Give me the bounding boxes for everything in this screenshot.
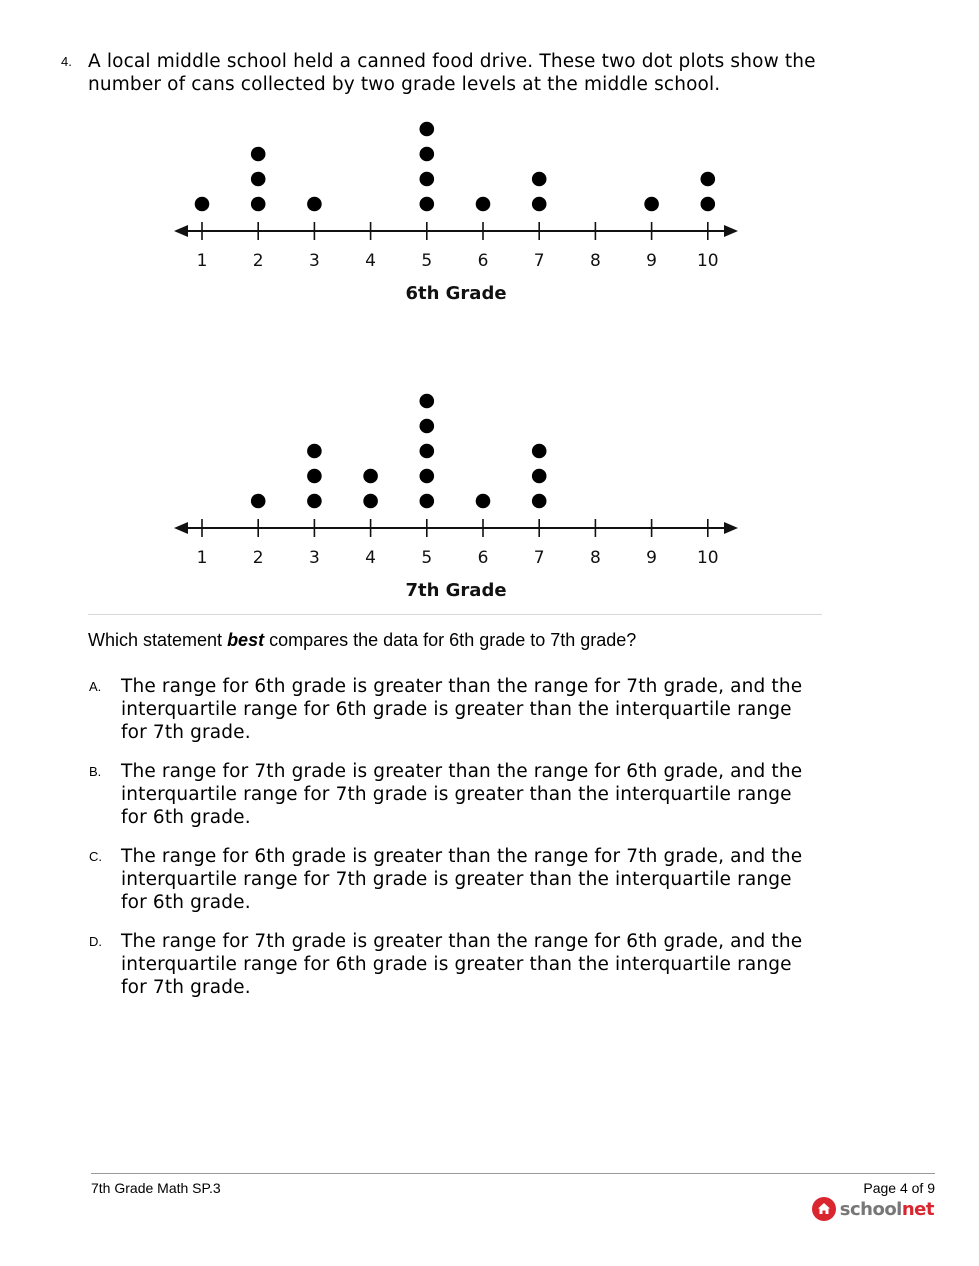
- footer-course-title: 7th Grade Math SP.3: [91, 1180, 221, 1196]
- tick-label: 2: [252, 251, 264, 271]
- tick-label: 3: [308, 548, 320, 568]
- data-dot: [363, 469, 378, 484]
- house-icon: [812, 1197, 836, 1221]
- dot-plot-6th-grade: [160, 108, 760, 408]
- prompt-after: compares the data for 6th grade to 7th grade?: [264, 630, 637, 650]
- dot-plot-7th-svg: [160, 385, 760, 605]
- choice-letter: C.: [89, 849, 102, 864]
- data-dot: [420, 444, 435, 459]
- data-dot: [307, 469, 322, 484]
- data-dot: [251, 494, 266, 509]
- question-number: 4.: [61, 54, 72, 69]
- data-dot: [420, 172, 435, 187]
- data-dot: [420, 394, 435, 409]
- plot-title: 7th Grade: [405, 580, 507, 601]
- section-divider: [88, 614, 822, 615]
- choice-text: The range for 6th grade is greater than the range for 7th grade, and the interquartile range for 7th grade is greater than the interquartile range for 6th grade.: [121, 846, 803, 913]
- data-dot: [532, 494, 547, 509]
- data-dot: [644, 197, 659, 212]
- tick-label: 6: [477, 251, 489, 271]
- data-dot: [420, 494, 435, 509]
- data-dot: [251, 147, 266, 162]
- tick-label: 10: [696, 251, 719, 271]
- choice-letter: A.: [89, 679, 102, 694]
- tick-label: 8: [589, 548, 601, 568]
- data-dot: [195, 197, 210, 212]
- arrow-left-icon: [174, 225, 188, 237]
- data-dot: [251, 197, 266, 212]
- tick-label: 9: [646, 548, 658, 568]
- data-dot: [307, 494, 322, 509]
- tick-label: 9: [646, 251, 658, 271]
- schoolnet-logo: [812, 1196, 934, 1222]
- data-dot: [420, 469, 435, 484]
- data-dot: [420, 147, 435, 162]
- choice-letter: B.: [89, 764, 102, 779]
- data-dot: [701, 172, 716, 187]
- logo-school-text: school: [839, 1198, 902, 1220]
- question-prompt: [88, 630, 636, 651]
- logo-wordmark: [840, 1199, 934, 1220]
- logo-net-text: net: [901, 1198, 934, 1220]
- dot-plot-6th-svg: [160, 108, 760, 308]
- arrow-left-icon: [174, 522, 188, 534]
- tick-label: 4: [365, 251, 377, 271]
- data-dot: [307, 444, 322, 459]
- data-dot: [420, 122, 435, 137]
- data-dot: [532, 172, 547, 187]
- data-dot: [476, 494, 491, 509]
- tick-label: 2: [252, 548, 264, 568]
- question-stem: A local middle school held a canned food drive. These two dot plots show the number of cans collected by two grade levels at the middle school.: [88, 51, 816, 95]
- footer-page-number: Page 4 of 9: [863, 1180, 935, 1196]
- data-dot: [363, 494, 378, 509]
- data-dot: [420, 419, 435, 434]
- tick-label: 6: [477, 548, 489, 568]
- choice-letter: D.: [89, 934, 102, 949]
- footer-divider: [91, 1173, 935, 1174]
- choice-text: The range for 7th grade is greater than the range for 6th grade, and the interquartile range for 7th grade is greater than the interquartile range for 6th grade.: [121, 761, 803, 828]
- prompt-emphasis: best: [227, 630, 265, 650]
- choice-text: The range for 6th grade is greater than the range for 7th grade, and the interquartile range for 6th grade is greater than the interquartile range for 7th grade.: [121, 676, 803, 743]
- data-dot: [251, 172, 266, 187]
- tick-label: 7: [533, 548, 545, 568]
- tick-label: 7: [533, 251, 545, 271]
- data-dot: [701, 197, 716, 212]
- prompt-before: Which statement: [88, 630, 228, 650]
- tick-label: 3: [308, 251, 320, 271]
- tick-label: 5: [421, 548, 433, 568]
- data-dot: [532, 197, 547, 212]
- data-dot: [532, 444, 547, 459]
- arrow-right-icon: [724, 225, 738, 237]
- data-dot: [532, 469, 547, 484]
- tick-label: 1: [196, 251, 208, 271]
- tick-label: 10: [696, 548, 719, 568]
- data-dot: [420, 197, 435, 212]
- data-dot: [476, 197, 491, 212]
- arrow-right-icon: [724, 522, 738, 534]
- tick-label: 1: [196, 548, 208, 568]
- plot-title: 6th Grade: [405, 283, 507, 304]
- tick-label: 8: [589, 251, 601, 271]
- choice-text: The range for 7th grade is greater than the range for 6th grade, and the interquartile range for 6th grade is greater than the interquartile range for 7th grade.: [121, 931, 803, 998]
- tick-label: 4: [365, 548, 377, 568]
- data-dot: [307, 197, 322, 212]
- tick-label: 5: [421, 251, 433, 271]
